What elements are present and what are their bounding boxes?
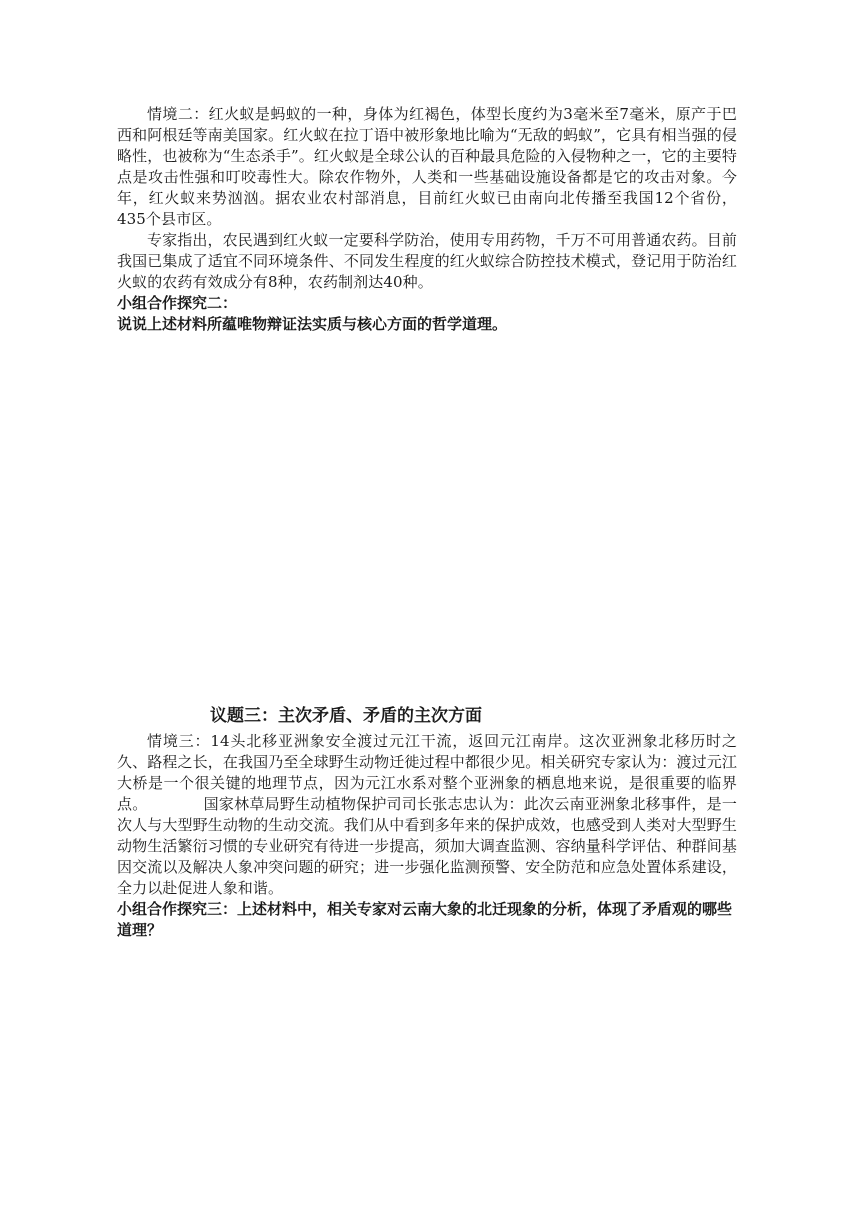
scenario-three-paragraph [117,731,737,899]
scenario-three-text-part1: 情境三：14头北移亚洲象安全渡过元江干流，返回元江南岸。这次亚洲象北移历时之久、路程之长，在我国乃至全球野生动物迁徙过程中都很少见。相关研究专家认为：渡过元江大桥是一个很关键的地理节点，因为元江水系对整个亚洲象的栖息地来说，是很重要的临界点。 [117,732,737,813]
expert-advice-paragraph: 专家指出，农民遇到红火蚁一定要科学防治，使用专用药物，千万不可用普通农药。目前我国已集成了适宜不同环境条件、不同发生程度的红火蚁综合防控技术模式，登记用于防治红火蚁的农药有效成分有8种，农药制剂达40种。 [117,231,737,291]
scenario-two-section [117,104,737,335]
group-inquiry-three: 小组合作探究三：上述材料中，相关专家对云南大象的北迁现象的分析，体现了矛盾观的哪些道理？ [117,900,733,939]
topic-three-heading: 议题三：主次矛盾、矛盾的主次方面 [210,706,482,726]
group-inquiry-two-question: 说说上述材料所蕴唯物辩证法实质与核心方面的哲学道理。 [117,315,508,333]
scenario-three-section [117,731,737,941]
scenario-two-paragraph: 情境二：红火蚁是蚂蚁的一种，身体为红褐色，体型长度约为3毫米至7毫米，原产于巴西和阿根廷等南美国家。红火蚁在拉丁语中被形象地比喻为“无敌的蚂蚁”，它具有相当强的侵略性，也被称为“生态杀手”。红火蚁是全球公认的百种最具危险的入侵物种之一，它的主要特点是攻击性强和叮咬毒性大。除农作物外，人类和一些基础设施设备都是它的攻击对象。今年，红火蚁来势汹汹。据农业农村部消息，目前红火蚁已由南向北传播至我国12个省份，435个县市区。 [117,105,737,228]
scenario-three-text-part2: 国家林草局野生动植物保护司司长张志忠认为：此次云南亚洲象北移事件，是一次人与大型野生动物的生动交流。我们从中看到多年来的保护成效，也感受到人类对大型野生动物生活繁衍习惯的专业研究有待进一步提高，须加大调查监测、容纳量科学评估、种群间基因交流以及解决人象冲突问题的研究；进一步强化监测预警、安全防范和应急处置体系建设，全力以赴促进人象和谐。 [117,795,737,897]
group-inquiry-two-title: 小组合作探究二： [117,294,238,312]
